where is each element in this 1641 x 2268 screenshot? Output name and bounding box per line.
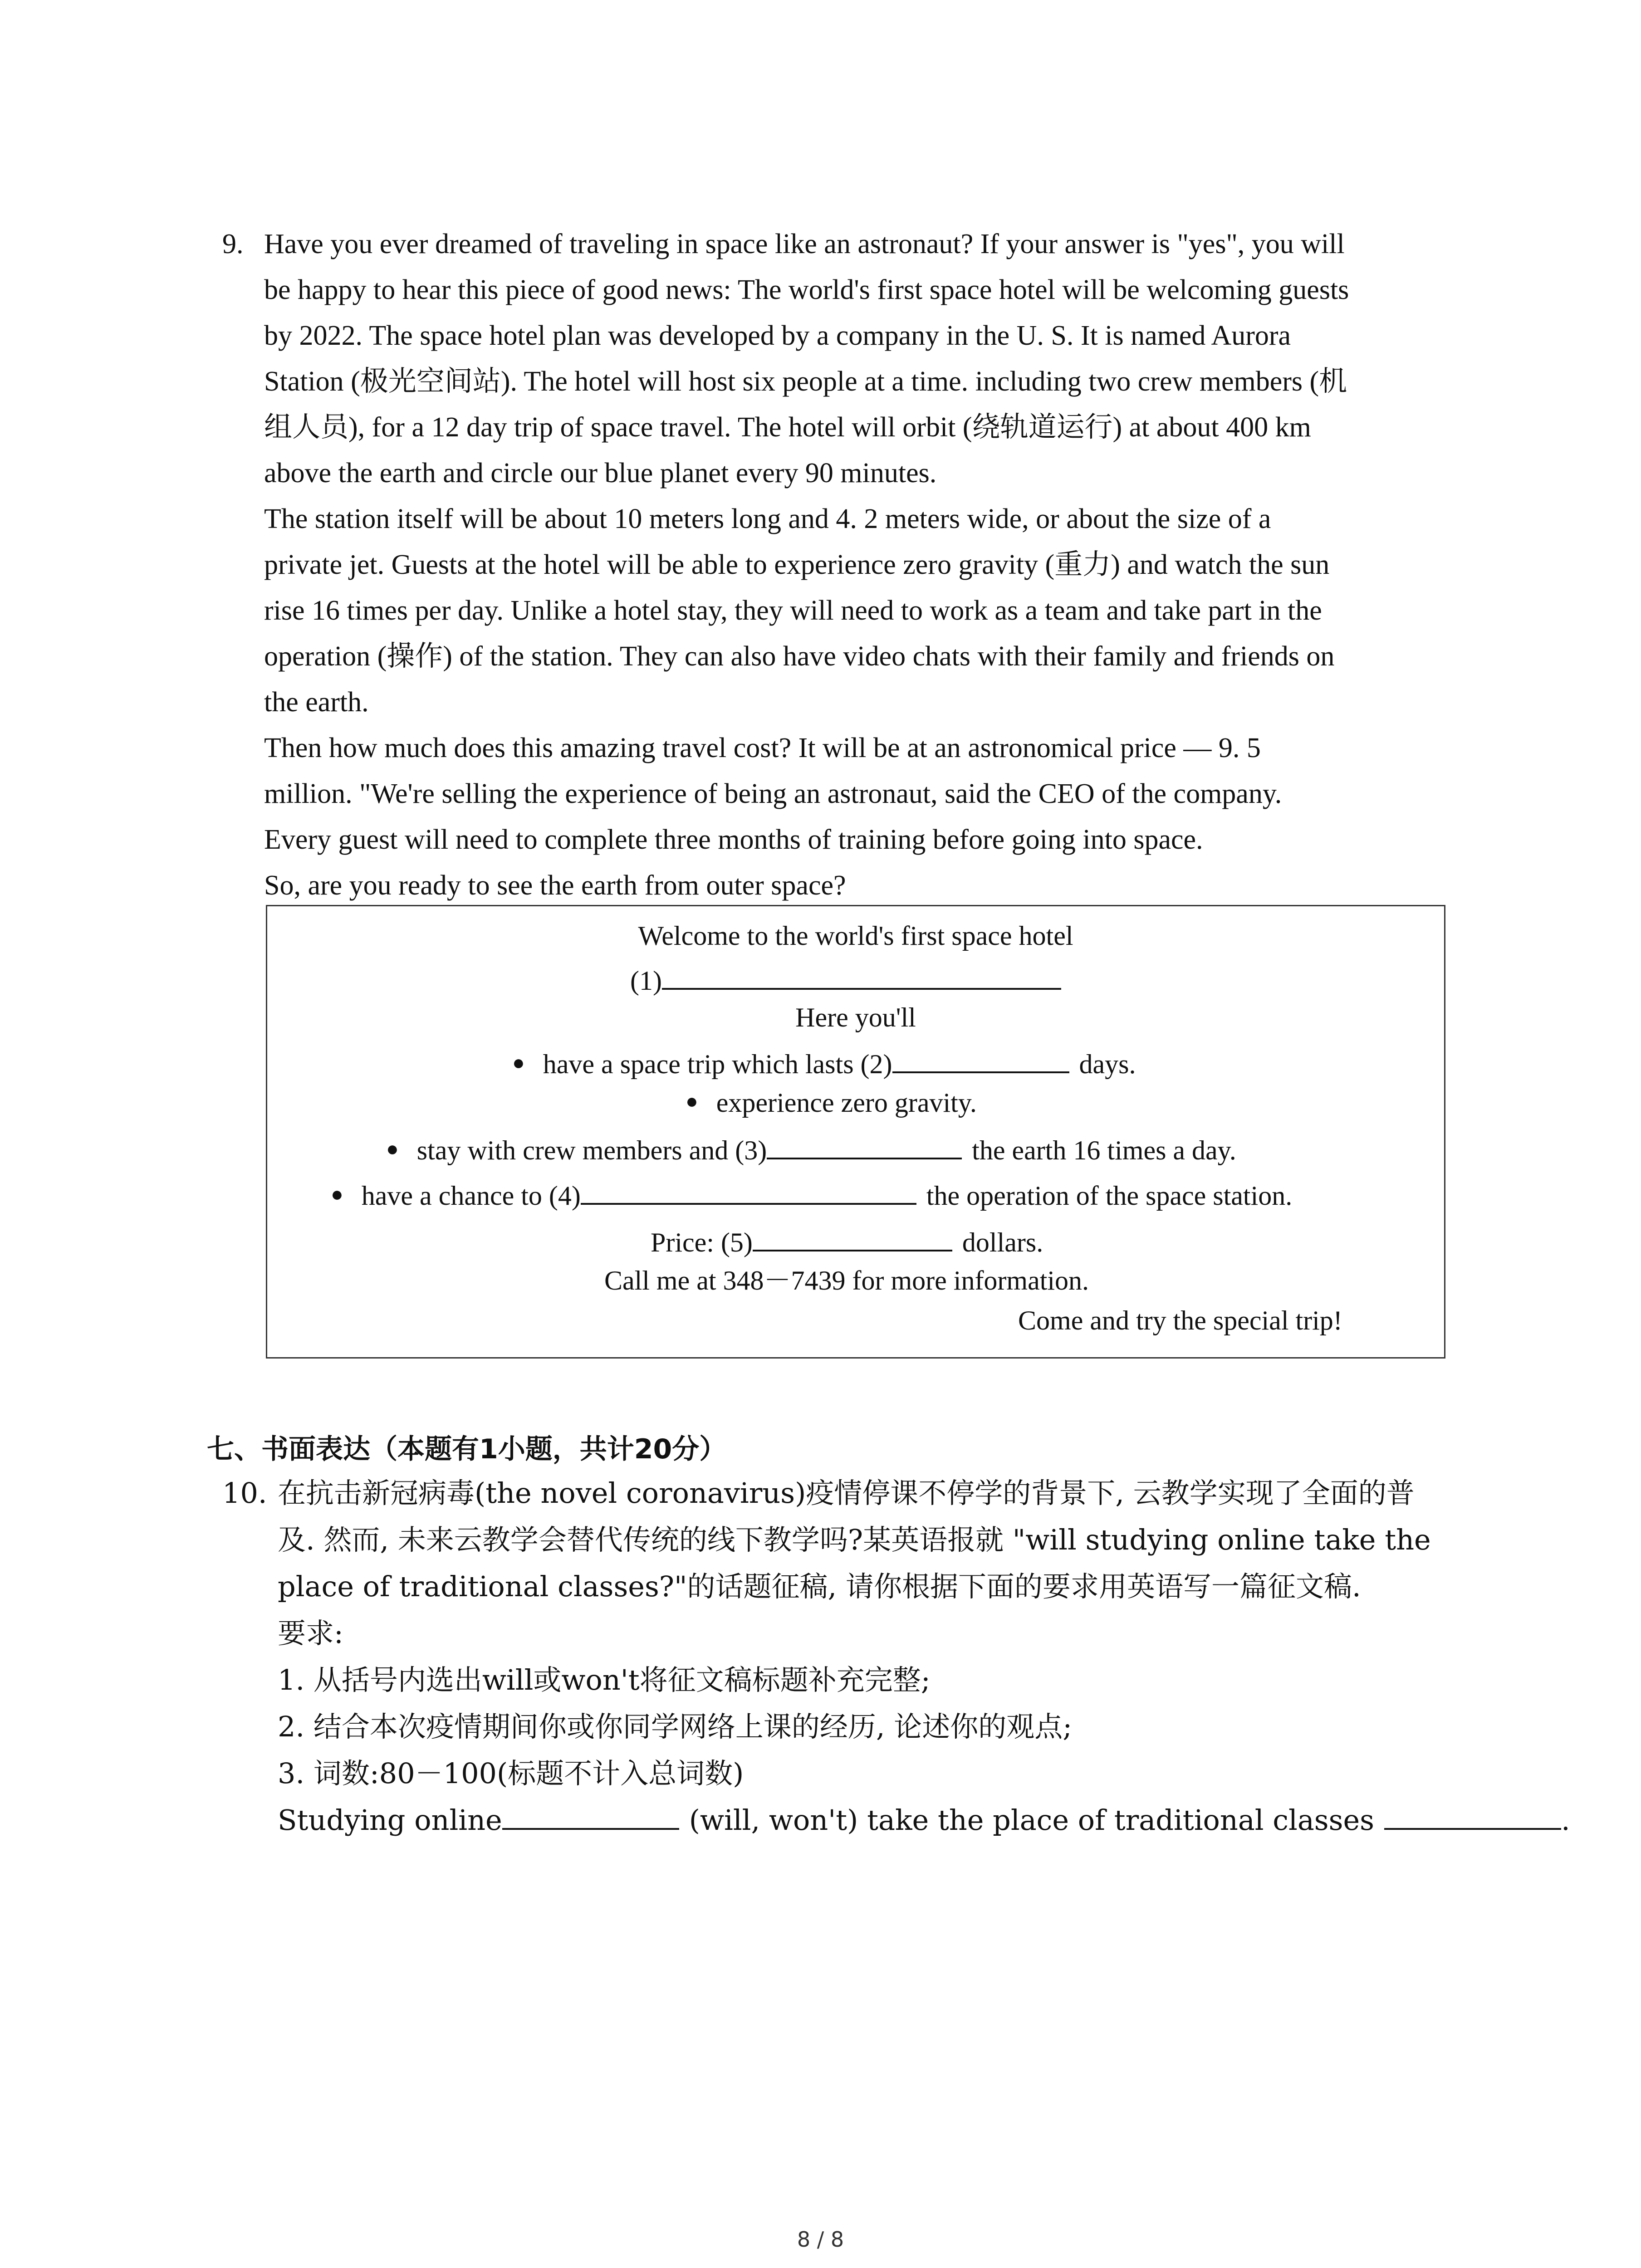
ad-closing: Come and try the special trip! [1018,1305,1342,1335]
blank-1[interactable] [662,960,1061,990]
ad-bullet-4 [331,1174,1508,1216]
essay-title-blank-1[interactable] [502,1800,679,1830]
text-line: rise 16 times per day. Unlike a hotel stay, they will need to work as a team and take part in the [264,595,1322,626]
bullet-text-post: the earth 16 times a day. [972,1135,1236,1165]
essay-title-blank-2[interactable] [1384,1800,1561,1830]
ad-price-row [651,1222,1641,1263]
text-line: 3. 词数:80－100(标题不计入总词数) [278,1757,744,1790]
bullet-text-post: the operation of the space station. [926,1181,1293,1211]
text-line: operation (操作) of the station. They can also have video chats with their family and friends on [264,641,1335,672]
paragraph-2 [222,496,1456,725]
question-9-first-line [222,221,1456,267]
blank-4[interactable] [581,1175,916,1205]
bullet-icon: ● [686,1090,698,1113]
text-line: Every guest will need to complete three months of training before going into space. [264,824,1203,855]
essay-title-mid: (will, won't) take the place of traditional classes [689,1804,1374,1837]
ad-bullet-1 [512,1042,1641,1085]
ad-box [266,905,1445,1359]
bullet-text: have a space trip which lasts (2) [543,1049,892,1079]
price-label: Price: (5) [651,1227,753,1257]
text-line: 2. 结合本次疫情期间你或你同学网络上课的经历, 论述你的观点; [278,1710,1073,1743]
blank-label: (1) [630,966,662,996]
ad-call: Call me at 348－7439 for more information. [604,1266,1089,1295]
ad-here: Here you'll [795,1002,916,1032]
ad-bullet-3 [386,1129,1563,1171]
text-line: by 2022. The space hotel plan was developed by a company in the U. S. It is named Aurora [264,320,1291,351]
text-line: 要求: [278,1617,343,1650]
text-line: The station itself will be about 10 meters long and 4. 2 meters wide, or about the size of a [264,503,1271,534]
question-10-body [222,1516,1570,1843]
paragraph-3 [222,725,1456,863]
text-line: above the earth and circle our blue planet every 90 minutes. [264,458,937,489]
page-number: 8 / 8 [797,2227,844,2252]
question-text: 在抗击新冠病毒(the novel coronavirus)疫情停课不停学的背景下, 云教学实现了全面的普 [278,1476,1415,1510]
question-number: 10. [222,1476,267,1510]
question-10-first-line [222,1470,1465,1516]
essay-title-row [278,1797,1570,1843]
blank-3[interactable] [767,1129,962,1159]
text-line: Station (极光空间站). The hotel will host six people at a time. including two crew members (机 [264,366,1347,397]
text-line: the earth. [264,687,369,718]
ad-bullet-2 [686,1081,1641,1123]
text-line: 及. 然而, 未来云教学会替代传统的线下教学吗?某英语报就 "will studying online take the [278,1523,1431,1556]
question-9 [222,221,1456,909]
text-line: place of traditional classes?"的话题征稿, 请你根据下面的要求用英语写一篇征文稿. [278,1570,1361,1603]
text-line: 1. 从括号内选出will或won't将征文稿标题补充完整; [278,1663,931,1696]
essay-title-pre: Studying online [278,1804,502,1837]
paragraph-4 [222,863,1456,909]
bullet-icon: ● [331,1183,343,1206]
blank-2[interactable] [892,1043,1069,1073]
essay-title-end: . [1561,1804,1570,1837]
blank-5[interactable] [753,1222,952,1251]
text-line: Then how much does this amazing travel cost? It will be at an astronomical price — 9. 5 [264,733,1261,763]
text-line: private jet. Guests at the hotel will be able to experience zero gravity (重力) and watch the sun [264,549,1330,580]
text-line: million. "We're selling the experience of being an astronaut, said the CEO of the company. [264,778,1282,809]
text-line: be happy to hear this piece of good news: The world's first space hotel will be welcoming guests [264,274,1349,305]
bullet-text: have a chance to (4) [361,1181,581,1211]
bullet-text-post: days. [1079,1049,1136,1079]
question-10 [222,1470,1570,1843]
paragraph-1 [222,267,1456,496]
text-line: 组人员), for a 12 day trip of space travel. The hotel will orbit (绕轨道运行) at about 400 km [264,412,1311,443]
bullet-icon: ● [512,1051,525,1074]
section-title: 七、书面表达（本题有1小题，共计20分） [207,1433,727,1465]
question-text: Have you ever dreamed of traveling in space like an astronaut? If your answer is "yes", you will [264,229,1345,259]
text-line: So, are you ready to see the earth from outer space? [264,870,846,901]
bullet-text: experience zero gravity. [716,1088,977,1118]
bullet-icon: ● [386,1137,399,1160]
question-number: 9. [222,229,244,259]
ad-title: Welcome to the world's first space hotel [638,921,1073,951]
ad-blank-1-row [630,960,1641,1001]
price-unit: dollars. [962,1227,1043,1257]
bullet-text: stay with crew members and (3) [416,1135,767,1165]
